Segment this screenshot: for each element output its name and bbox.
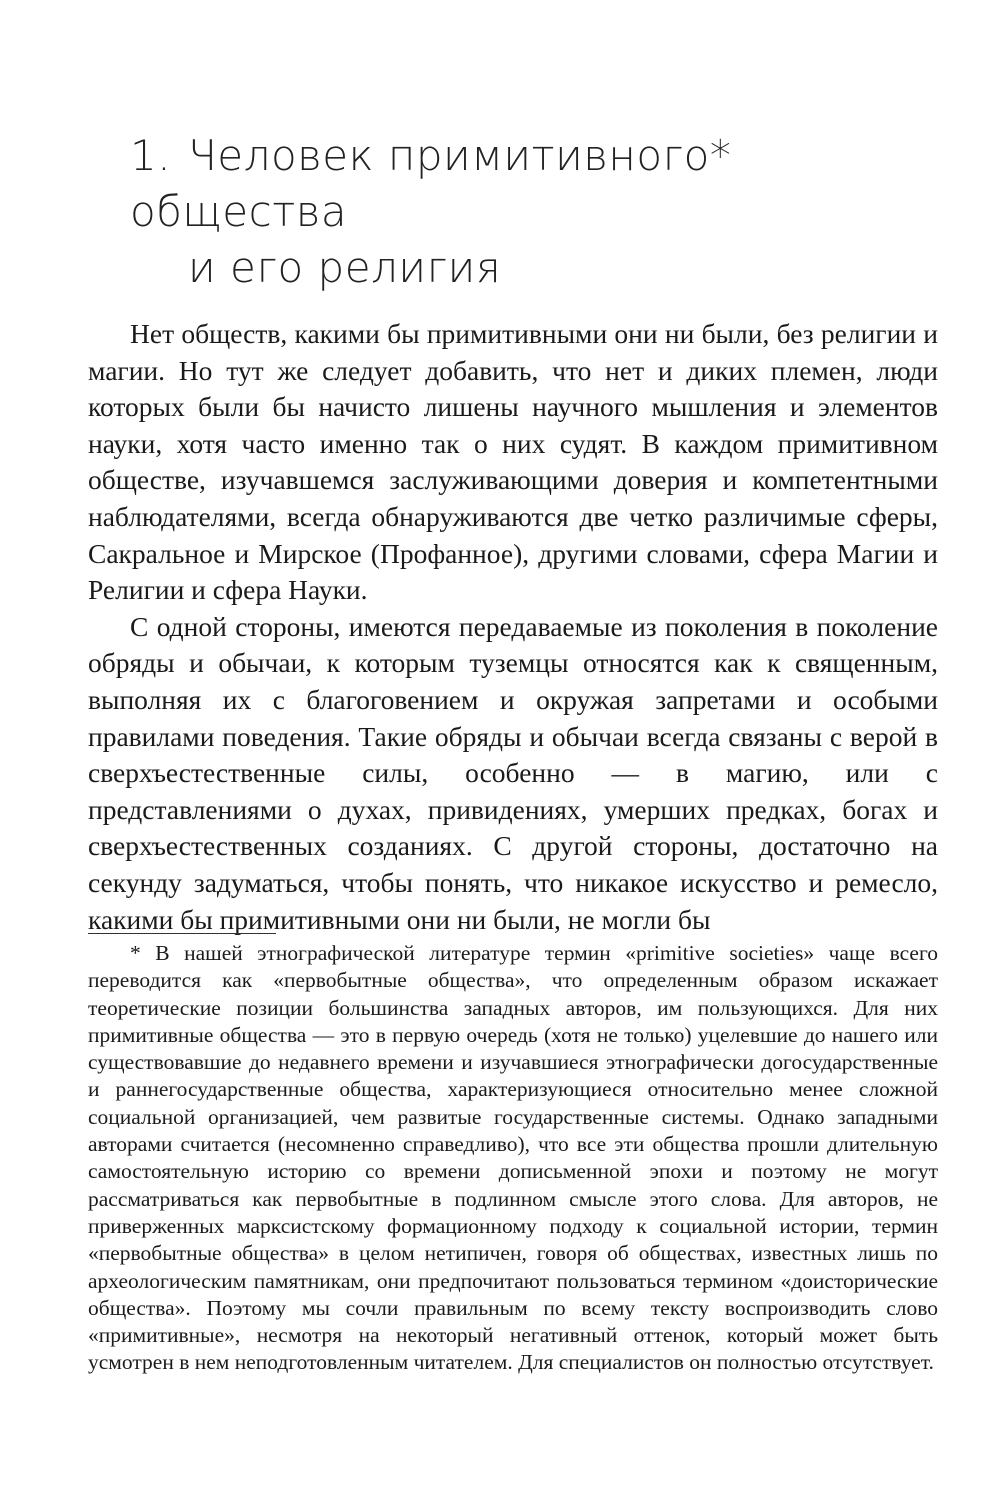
chapter-title-line-1: Человек примитивного* общества bbox=[130, 131, 732, 236]
footnote-divider bbox=[88, 933, 276, 934]
paragraph-1: Нет обществ, какими бы примитивными они ни были, без религии и магии. Но тут же следует добавить, что нет и диких племен, люди которых были бы начисто лишены научного мышления и элементов науки, хотя часто именно так о них судят. В каждом примитивном обществе, изучавшемся заслуживающими доверия и компетентными наблюдателями, всегда обнаруживаются две четко различимые сферы, Сакральное и Мирское (Профанное), другими словами, сфера Магии и Религии и сфера Науки. bbox=[88, 318, 938, 606]
footnote: * В нашей этнографической литературе термин «primitive societies» чаще всего переводится как «первобытные общества», что определенным образом искажает теоретические позиции большинства западных авторов, им пользующихся. Для них примитивные общества — это в первую очередь (хотя не только) уцелевшие до нашего или существовавшие до недавнего времени и изучавшиеся этнографически догосударственные и раннегосударственные общества, характеризующиеся относительно менее сложной социальной организацией, чем развитые государственные системы. Однако западными авторами считается (несомненно справедливо), что все эти общества прошли длительную самостоятельную историю со времени дописьменной эпохи и поэтому не могут рассматриваться как первобытные в подлинном смысле этого слова. Для авторов, не приверженных марксистскому формационному подходу к социальной истории, термин «первобытные общества» в целом нетипичен, говоря об обществах, известных лишь по археологическим памятникам, они предпочитают пользоваться термином «доисторические общества». Поэтому мы сочли правильным по всему тексту воспроизводить слово «примитивные», несмотря на некоторый негативный оттенок, который может быть усмотрен в нем неподготовленным читателем. Для специалистов он полностью отсутствует. bbox=[88, 941, 938, 1375]
chapter-title bbox=[130, 128, 930, 296]
main-text bbox=[88, 316, 938, 938]
chapter-title-line-2: и его религия bbox=[188, 243, 502, 292]
chapter-number: 1. bbox=[130, 131, 172, 180]
paragraph-2: С одной стороны, имеются передаваемые из поколения в поколение обряды и обычаи, к которым туземцы относятся как к священным, выполняя их с благоговением и окружая запретами и особыми правилами поведения. Такие обряды и обычаи всегда связаны с верой в сверхъестественные силы, особенно — в магию, или с представлениями о духах, привидениях, умерших предках, богах и сверхъестественных созданиях. С другой стороны, достаточно на секунду задуматься, чтобы понять, что никакое искусство и ремесло, какими бы примитивными они ни были, не могли бы bbox=[88, 610, 938, 935]
